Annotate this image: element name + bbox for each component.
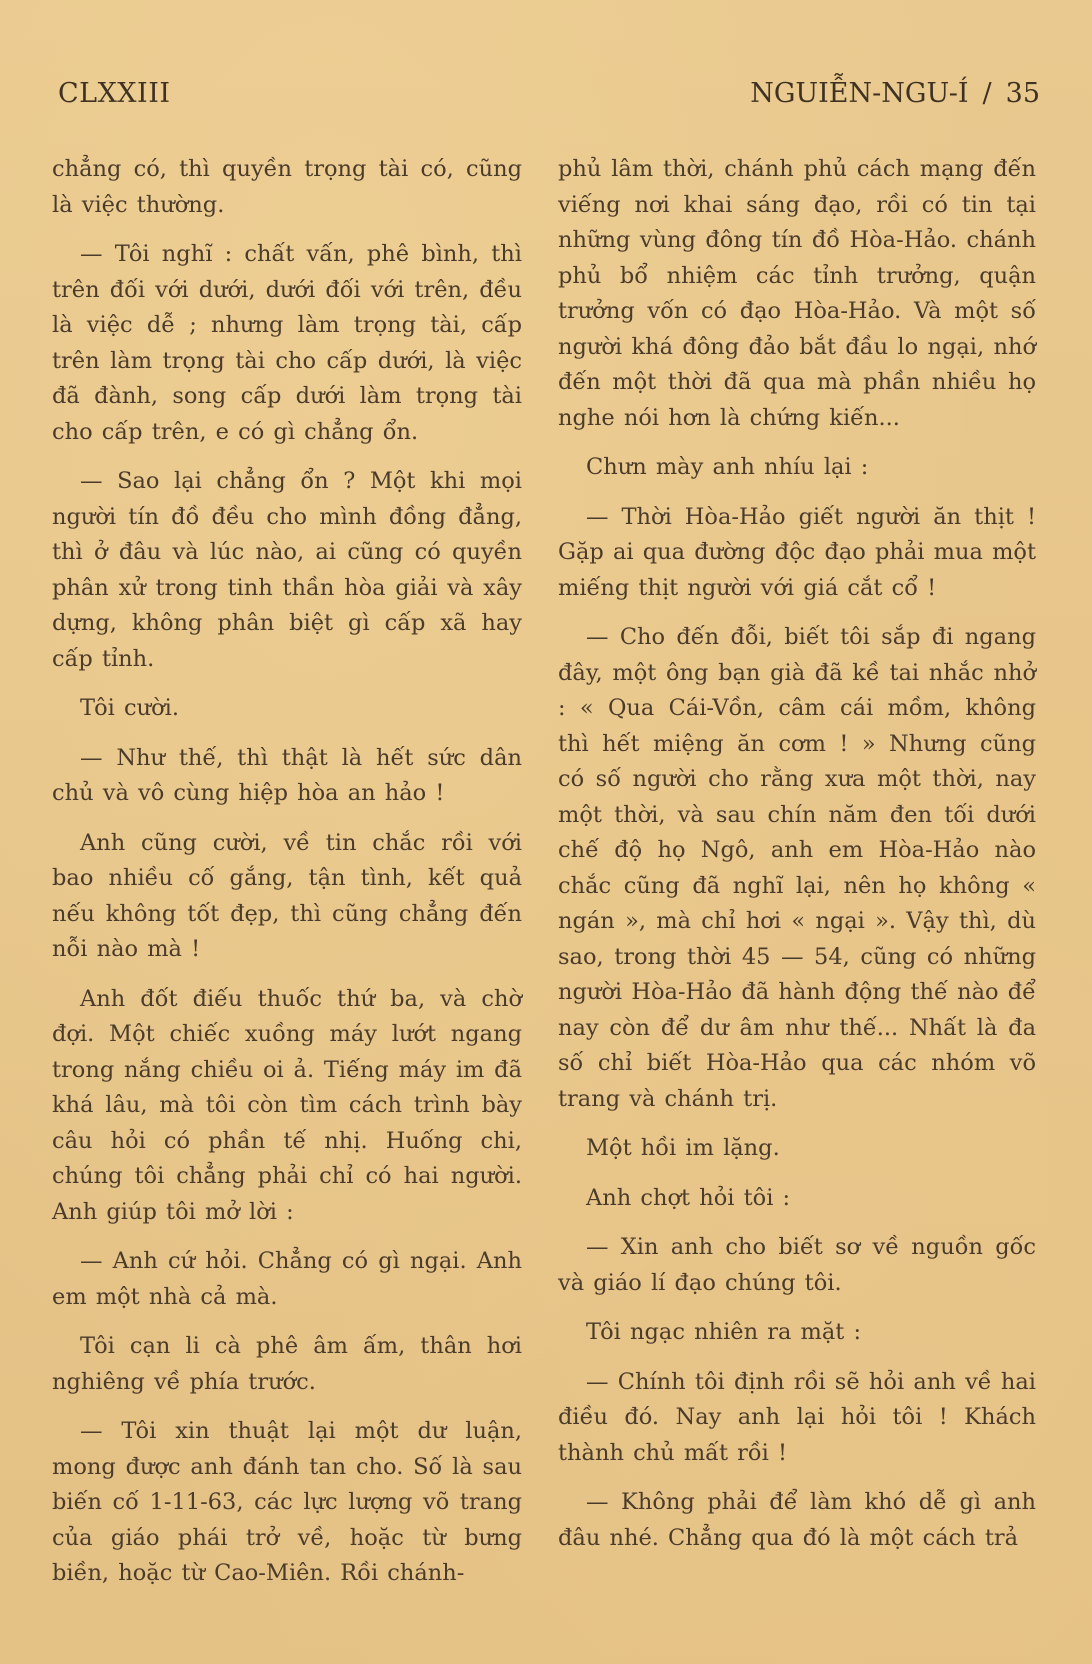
paragraph: — Anh cứ hỏi. Chẳng có gì ngại. Anh em một nhà cả mà. xyxy=(52,1248,522,1310)
author-name: NGUIỄN-NGU-Í xyxy=(750,78,969,109)
paragraph: Anh đốt điếu thuốc thứ ba, và chờ đợi. Một chiếc xuồng máy lướt ngang trong nắng chiều oi ả. Tiếng máy im đã khá lâu, mà tôi còn tìm cách trình bày câu hỏi có phần tế nhị. Huống chi, chúng tôi chẳng phải chỉ có hai người. Anh giúp tôi mở lời : xyxy=(52,985,522,1225)
paragraph: — Tôi xin thuật lại một dư luận, mong được anh đánh tan cho. Số là sau biến cố 1-11-63, các lực lượng võ trang của giáo phái trở về, hoặc từ bưng biền, hoặc từ Cao-Miên. Rồi chánh- xyxy=(52,1418,522,1586)
header-separator: / xyxy=(982,78,992,109)
right-column xyxy=(558,152,1036,1570)
paragraph: — Không phải để làm khó dễ gì anh đâu nhé. Chẳng qua đó là một cách trả xyxy=(558,1489,1036,1551)
paragraph: Tôi cạn li cà phê âm ấm, thân hơi nghiêng về phía trước. xyxy=(52,1333,522,1395)
paragraph: — Thời Hòa-Hảo giết người ăn thịt ! Gặp ai qua đường độc đạo phải mua một miếng thịt người với giá cắt cổ ! xyxy=(558,503,1036,601)
section-number: CLXXIII xyxy=(58,78,171,109)
running-title xyxy=(750,78,1040,109)
paragraph: — Xin anh cho biết sơ về nguồn gốc và giáo lí đạo chúng tôi. xyxy=(558,1234,1036,1296)
paragraph: Tôi ngạc nhiên ra mặt : xyxy=(586,1319,862,1345)
paragraph: — Tôi nghĩ : chất vấn, phê bình, thì trên đối với dưới, dưới đối với trên, đều là việc dễ ; nhưng làm trọng tài, cấp trên làm trọng tài cho cấp dưới, là việc đã đành, song cấp dưới làm trọng tài cho cấp trên, e có gì chẳng ổn. xyxy=(52,241,522,445)
page-header xyxy=(58,78,1040,122)
paragraph: Tôi cười. xyxy=(80,695,180,721)
left-column xyxy=(52,152,522,1606)
paragraph: Một hồi im lặng. xyxy=(586,1135,780,1161)
paragraph: Anh cũng cười, về tin chắc rồi với bao nhiều cố gắng, tận tình, kết quả nếu không tốt đẹp, thì cũng chẳng đến nỗi nào mà ! xyxy=(52,829,522,962)
paragraph: phủ lâm thời, chánh phủ cách mạng đến viếng nơi khai sáng đạo, rồi có tin tại những vùng đông tín đồ Hòa-Hảo. chánh phủ bổ nhiệm các tỉnh trưởng, quận trưởng vốn có đạo Hòa-Hảo. Và một số người khá đông đảo bắt đầu lo ngại, nhớ đến một thời đã qua mà phần nhiều họ nghe nói hơn là chứng kiến... xyxy=(558,156,1036,431)
paragraph: Anh chợt hỏi tôi : xyxy=(586,1184,791,1211)
paragraph: Chưn mày anh nhíu lại : xyxy=(586,454,869,480)
paragraph: chẳng có, thì quyền trọng tài có, cũng là việc thường. xyxy=(52,156,522,218)
paragraph: — Cho đến đỗi, biết tôi sắp đi ngang đây, một ông bạn già đã kề tai nhắc nhở : « Qua Cái-Vồn, câm cái mồm, không thì hết miệng ăn cơm ! » Nhưng cũng có số người cho rằng xưa một thời, nay một thời, và sau chín năm đen tối dưới chế độ họ Ngô, anh em Hòa-Hảo nào chắc cũng đã nghĩ lại, nên họ không « ngán », mà chỉ hơi « ngại ». Vậy thì, dù sao, trong thời 45 — 54, cũng có những người Hòa-Hảo đã hành động thế nào để nay còn để dư âm như thế... Nhất là đa số chỉ biết Hòa-Hảo qua các nhóm võ trang và chánh trị. xyxy=(558,624,1036,1112)
paragraph: — Chính tôi định rồi sẽ hỏi anh về hai điều đó. Nay anh lại hỏi tôi ! Khách thành chủ mất rồi ! xyxy=(558,1368,1036,1466)
page-number: 35 xyxy=(1005,78,1040,109)
paragraph: — Sao lại chẳng ổn ? Một khi mọi người tín đồ đều cho mình đồng đẳng, thì ở đâu và lúc nào, ai cũng có quyền phân xử trong tinh thần hòa giải và xây dựng, không phân biệt gì cấp xã hay cấp tỉnh. xyxy=(52,468,522,672)
paragraph: — Như thế, thì thật là hết sức dân chủ và vô cùng hiệp hòa an hảo ! xyxy=(52,744,522,806)
